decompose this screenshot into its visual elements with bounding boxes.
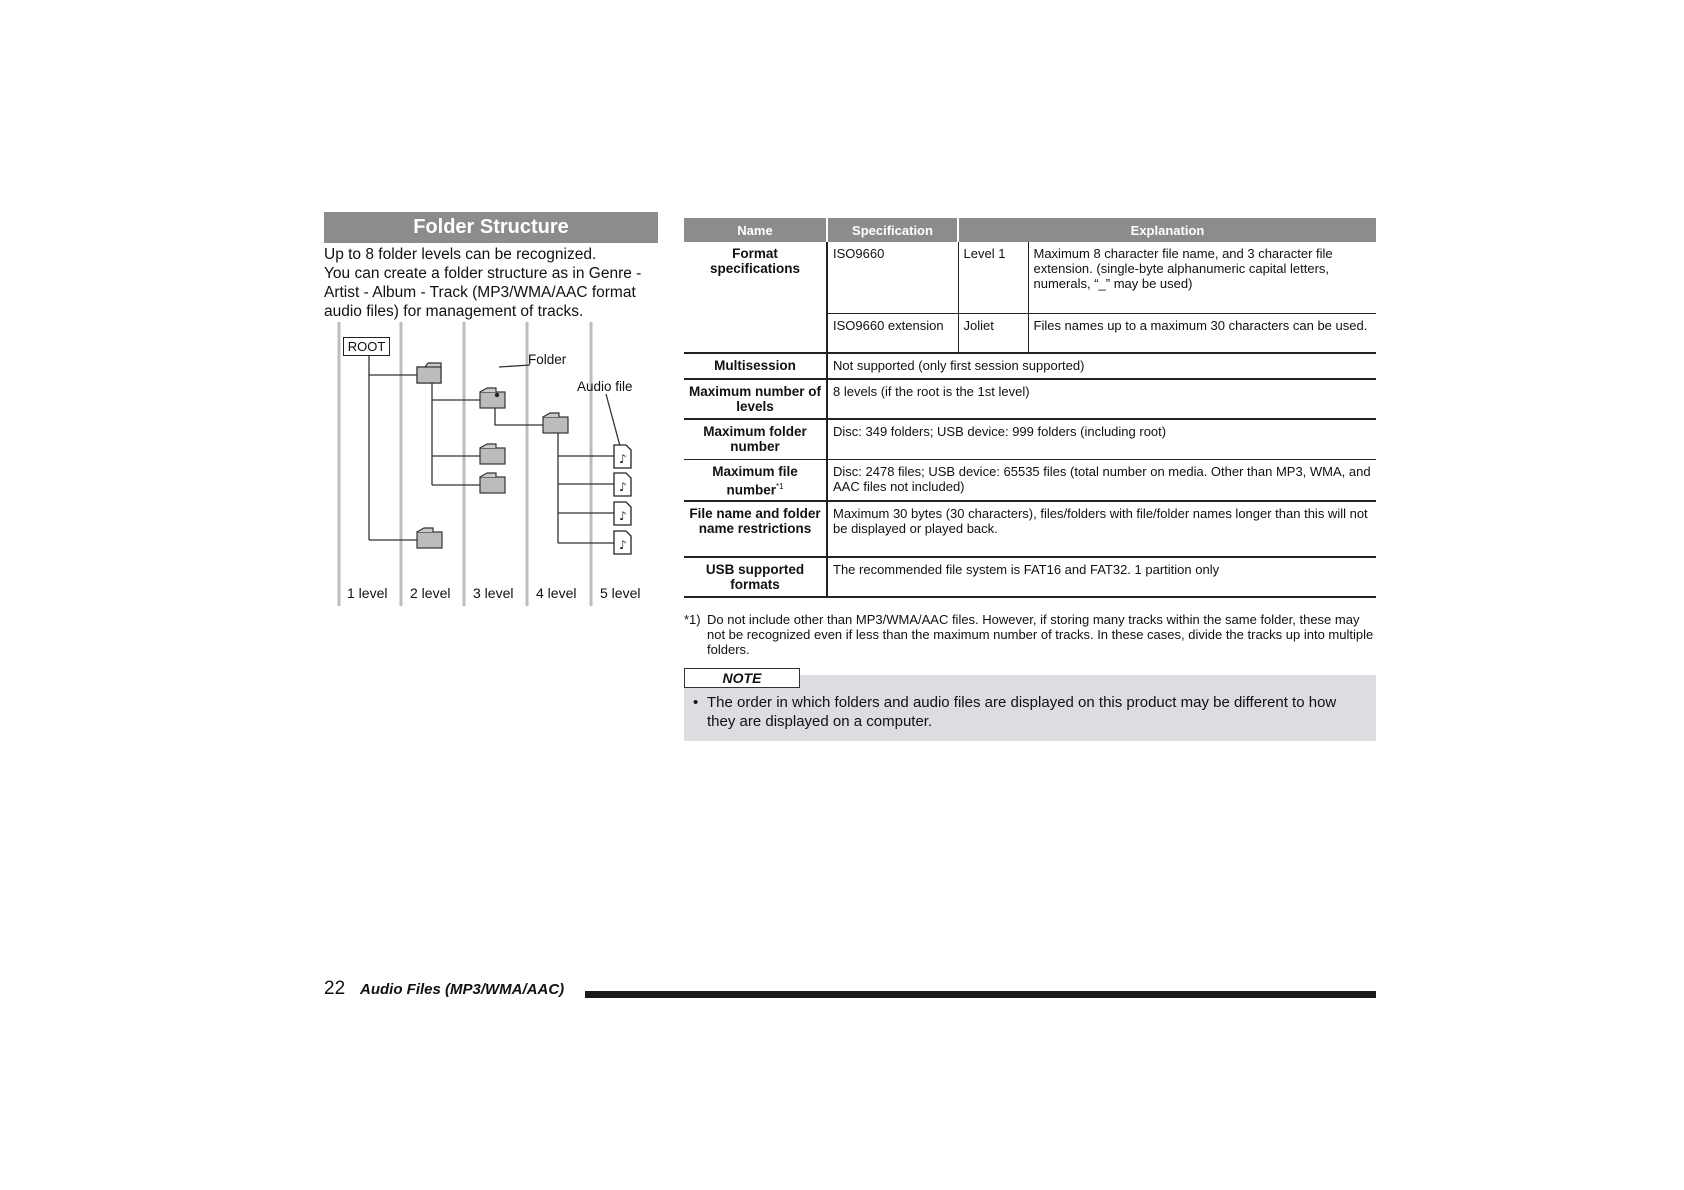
row-name-text: Maximum file number — [712, 463, 798, 497]
folder-icon — [417, 363, 441, 383]
row-name: Maximum number of levels — [684, 379, 827, 419]
audio-file-icon — [614, 531, 631, 554]
audio-file-callout-label: Audio file — [577, 379, 633, 394]
spec-value: ISO9660 — [827, 242, 958, 313]
level-label: 2 level — [410, 585, 451, 601]
note-content — [693, 693, 1363, 731]
folder-icon — [480, 444, 505, 464]
row-value: Disc: 349 folders; USB device: 999 folders (including root) — [827, 419, 1376, 459]
intro-text — [324, 245, 658, 321]
level-label: 1 level — [347, 585, 388, 601]
intro-line: Artist - Album - Track (MP3/WMA/AAC format — [324, 284, 636, 301]
row-value: Maximum 30 bytes (30 characters), files/folders with file/folder names longer than this will not be displayed or played back. — [827, 501, 1376, 557]
table-header-row — [684, 218, 1376, 242]
table-row — [684, 459, 1376, 501]
header-name: Name — [684, 218, 827, 242]
table-row — [684, 557, 1376, 597]
svg-text:♪: ♪ — [619, 452, 627, 466]
row-name: USB supported formats — [684, 557, 827, 597]
header-specification: Specification — [827, 218, 958, 242]
level-label: 4 level — [536, 585, 577, 601]
audio-file-icon — [614, 502, 631, 525]
table-row — [684, 419, 1376, 459]
folder-icon — [480, 388, 505, 408]
spec-explanation: Maximum 8 character file name, and 3 character file extension. (single-byte alphanumeric capital letters, numerals, “_” may be used) — [1028, 242, 1376, 313]
footnote-ref: *1 — [775, 481, 784, 491]
folder-icon — [480, 473, 505, 493]
root-label: ROOT — [343, 337, 390, 356]
intro-line: You can create a folder structure as in Genre - — [324, 265, 642, 282]
spec-table — [684, 218, 1376, 598]
svg-text:♪: ♪ — [619, 538, 627, 552]
level-label: 5 level — [600, 585, 641, 601]
row-name: File name and folder name restrictions — [684, 501, 827, 557]
folder-structure-section — [324, 212, 658, 321]
note-label: NOTE — [684, 668, 800, 688]
row-value: 8 levels (if the root is the 1st level) — [827, 379, 1376, 419]
row-name — [684, 459, 827, 501]
row-value: Not supported (only first session supported) — [827, 353, 1376, 379]
audio-file-icon — [614, 473, 631, 496]
table-row — [684, 242, 1376, 313]
spec-explanation: Files names up to a maximum 30 characters can be used. — [1028, 313, 1376, 353]
folder-tree-diagram — [324, 322, 658, 606]
svg-text:♪: ♪ — [619, 509, 627, 523]
intro-line: audio files) for management of tracks. — [324, 303, 584, 320]
footnote-text: Do not include other than MP3/WMA/AAC files. However, if storing many tracks within the same folder, these may not be recognized even if less than the maximum number of tracks. In these cases, divide the tracks up into multiple folders. — [707, 612, 1374, 657]
row-name: Multisession — [684, 353, 827, 379]
audio-file-icon — [614, 445, 631, 468]
table-row — [684, 379, 1376, 419]
page-number: 22 — [324, 978, 346, 999]
footer-title: Audio Files (MP3/WMA/AAC) — [360, 981, 565, 998]
footnote — [684, 612, 1376, 657]
row-value: Disc: 2478 files; USB device: 65535 files (total number on media. Other than MP3, WMA, and AAC files not included) — [827, 459, 1376, 501]
note-text: The order in which folders and audio files are displayed on this product may be different to how they are displayed on a computer. — [707, 694, 1337, 730]
footer-rule — [585, 991, 1376, 998]
row-name: Format specifications — [684, 242, 827, 353]
section-title: Folder Structure — [324, 212, 658, 243]
level-label: 3 level — [473, 585, 514, 601]
folder-icon — [417, 528, 442, 548]
svg-text:♪: ♪ — [619, 480, 627, 494]
spec-level: Level 1 — [958, 242, 1028, 313]
table-row — [684, 353, 1376, 379]
footnote-marker: *1) — [684, 612, 701, 627]
folder-callout-label: Folder — [528, 352, 567, 367]
folder-tree-graphic — [324, 322, 658, 606]
table-row — [684, 501, 1376, 557]
folder-icon — [543, 413, 568, 433]
row-name: Maximum folder number — [684, 419, 827, 459]
spec-value: ISO9660 extension — [827, 313, 958, 353]
spec-level: Joliet — [958, 313, 1028, 353]
bullet-icon: • — [693, 694, 699, 711]
header-explanation: Explanation — [958, 218, 1376, 242]
row-value: The recommended file system is FAT16 and FAT32. 1 partition only — [827, 557, 1376, 597]
intro-line: Up to 8 folder levels can be recognized. — [324, 246, 597, 263]
